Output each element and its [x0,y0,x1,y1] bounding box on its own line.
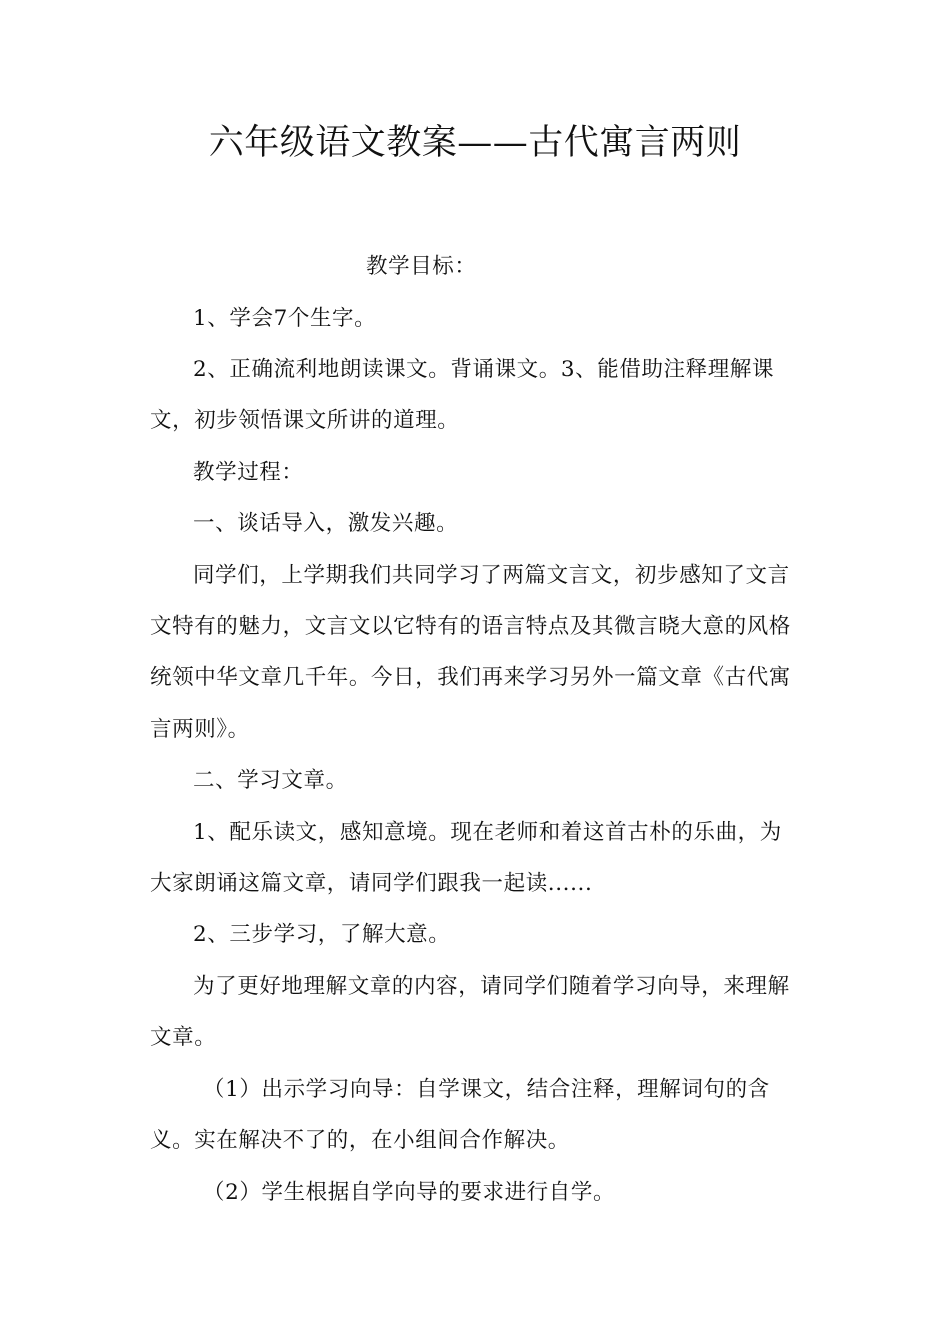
section-1-heading: 一、谈话导入，激发兴趣。 [193,511,459,536]
document-title: 六年级语文教案——古代寓言两则 [208,123,742,163]
substep-2: （2）学生根据自学向导的要求进行自学。 [203,1180,616,1205]
substep-1-line-1: （1）出示学习向导：自学课文，结合注释，理解词句的含 [203,1077,770,1102]
goal-2-line-1: 2、正确流利地朗读课文。背诵课文。3、能借助注释理解课 [193,357,775,382]
paragraph-intro-line-2: 文特有的魅力，文言文以它特有的语言特点及其微言晓大意的风格 [150,614,791,639]
step-1-line-2: 大家朗诵这篇文章，请同学们跟我一起读...... [150,871,593,896]
substep-1-line-2: 义。实在解决不了的，在小组间合作解决。 [150,1128,570,1153]
heading-teaching-process: 教学过程： [193,460,304,485]
paragraph-intro-line-1: 同学们，上学期我们共同学习了两篇文言文，初步感知了文言 [193,563,790,588]
paragraph-intro-line-4: 言两则》。 [150,717,250,742]
step-1-line-1: 1、配乐读文，感知意境。现在老师和着这首古朴的乐曲，为 [193,820,782,845]
step-2-heading: 2、三步学习，了解大意。 [193,922,451,947]
goal-2-line-2: 文，初步领悟课文所讲的道理。 [150,408,460,433]
goal-1: 1、学会7个生字。 [193,306,377,331]
step-2-paragraph-line-2: 文章。 [150,1025,217,1050]
section-2-heading: 二、学习文章。 [193,768,348,793]
heading-teaching-goals: 教学目标： [366,254,477,279]
step-2-paragraph-line-1: 为了更好地理解文章的内容，请同学们随着学习向导，来理解 [193,974,790,999]
paragraph-intro-line-3: 统领中华文章几千年。今日，我们再来学习另外一篇文章《古代寓 [150,665,791,690]
